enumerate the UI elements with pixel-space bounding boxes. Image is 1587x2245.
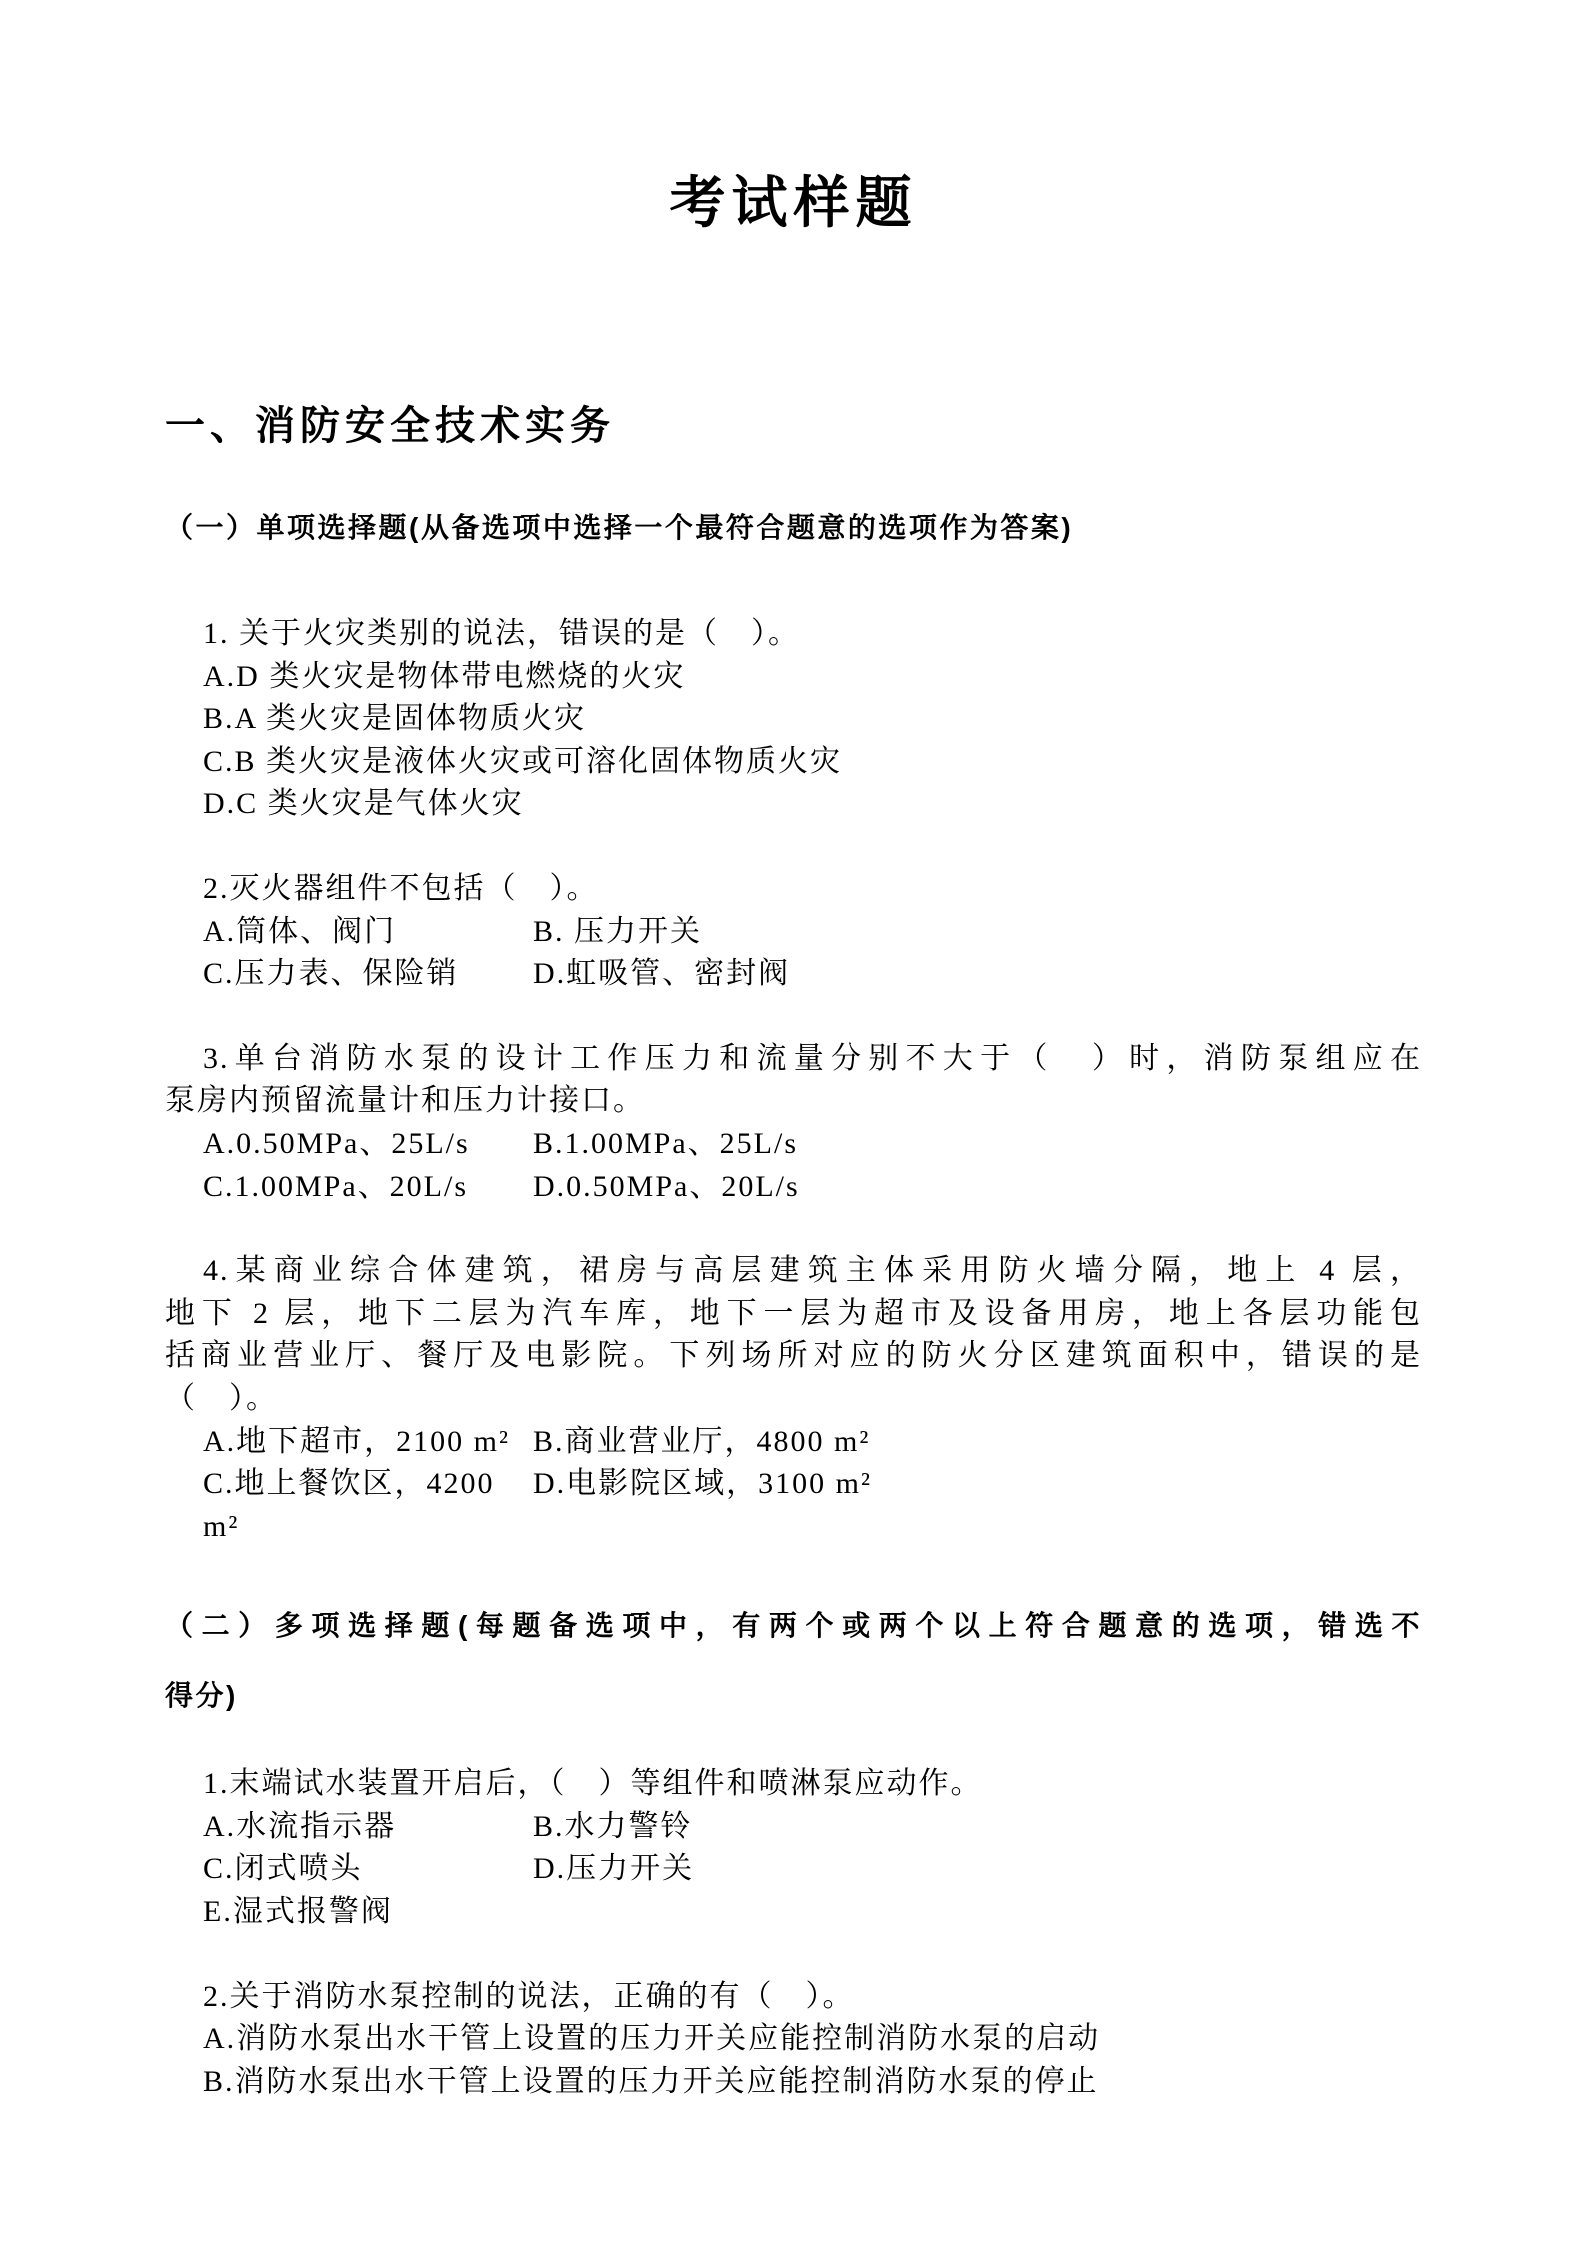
option-b: B.A 类火灾是固体物质火灾 [203, 702, 587, 736]
document-content [165, 172, 1422, 2103]
question-stem-line: 泵房内预留流量计和压力计接口。 [165, 1084, 645, 1118]
option-c: C.1.00MPa、20L/s [203, 1169, 469, 1203]
question-stem-line: 地下 2 层，地下二层为汽车库，地下一层为超市及设备用房，地上各层功能包 [165, 1296, 1422, 1330]
option-b: B.1.00MPa、25L/s [533, 1126, 799, 1160]
option-b: B. 压力开关 [533, 914, 703, 948]
option-b: B.商业营业厅，4800 m² [533, 1424, 871, 1458]
option-row [165, 911, 1422, 954]
single-choice-question-1 [165, 613, 1422, 826]
subsection1-heading [165, 507, 1422, 549]
option-b: B.消防水泵出水干管上设置的压力开关应能控制消防水泵的停止 [203, 2064, 1099, 2098]
option-c: C.压力表、保险销 [203, 957, 459, 991]
question-stem-line: （ ）。 [165, 1381, 278, 1415]
option-b: B.水力警铃 [533, 1809, 693, 1843]
question-stem [165, 868, 1422, 911]
question-stem-line: 1. 关于火灾类别的说法，错误的是（ ）。 [203, 617, 800, 650]
option-a: A.D 类火灾是物体带电燃烧的火灾 [203, 659, 686, 693]
option-a: A.地下超市，2100 m² [203, 1424, 510, 1458]
option-row [165, 1123, 1422, 1166]
option-row [165, 953, 1422, 996]
single-choice-question-4 [165, 1250, 1422, 1548]
question-stem-line: 2.关于消防水泵控制的说法，正确的有（ ）。 [203, 1979, 855, 2013]
multi-choice-question-1 [165, 1763, 1422, 1933]
subsection2-heading [165, 1605, 1422, 1717]
question-stem [165, 1250, 1422, 1420]
document-title: 考试样题 [669, 171, 918, 234]
option-c: C.B 类火灾是液体火灾或可溶化固体物质火灾 [203, 744, 843, 778]
option-d: D.0.50MPa、20L/s [533, 1169, 800, 1203]
option-row [165, 1806, 1422, 1849]
option-d: D.电影院区域，3100 m² [533, 1467, 872, 1501]
option-row [165, 1166, 1422, 1209]
option-d: D.压力开关 [533, 1852, 695, 1886]
subsection2-heading-line: 得分) [165, 1680, 238, 1712]
question-stem-line: 4.某商业综合体建筑，裙房与高层建筑主体采用防火墙分隔，地上 4 层， [203, 1254, 1422, 1288]
subsection1-heading-text: （一）单项选择题(从备选项中选择一个最符合题意的选项作为答案) [165, 512, 1074, 543]
option-a: A.筒体、阀门 [203, 914, 397, 948]
option-row [165, 1848, 1422, 1891]
subsection2-heading-line: （二）多项选择题(每题备选项中，有两个或两个以上符合题意的选项，错选不 [165, 1610, 1422, 1642]
option-a: A.0.50MPa、25L/s [203, 1126, 470, 1160]
question-stem-line: 2.灭火器组件不包括（ ）。 [203, 871, 599, 905]
question-stem-line: 1.末端试水装置开启后，（ ）等组件和喷淋泵应动作。 [203, 1767, 983, 1801]
multi-choice-question-2 [165, 1976, 1422, 2104]
option-row [165, 1891, 1422, 1934]
part1-heading: 一、消防安全技术实务 [165, 404, 615, 448]
option-c: C.闭式喷头 [203, 1852, 363, 1886]
single-choice-question-3 [165, 1038, 1422, 1208]
option-row [165, 1463, 1422, 1548]
question-stem [165, 1976, 1422, 2019]
option-empty [533, 1891, 1422, 1934]
option-e: E.湿式报警阀 [203, 1895, 393, 1929]
question-stem-line: 括商业营业厅、餐厅及电影院。下列场所对应的防火分区建筑面积中，错误的是 [165, 1339, 1422, 1373]
option-d: D.C 类火灾是气体火灾 [203, 787, 524, 821]
question-stem [165, 613, 1422, 656]
option-d: D.虹吸管、密封阀 [533, 957, 791, 991]
question-stem-line: 3.单台消防水泵的设计工作压力和流量分别不大于（ ）时，消防泵组应在 [203, 1041, 1422, 1075]
option-row [165, 1421, 1422, 1464]
question-stem [165, 1038, 1422, 1123]
single-choice-question-2 [165, 868, 1422, 996]
option-c: C.地上餐饮区，4200 m² [203, 1467, 495, 1543]
option-a: A.消防水泵出水干管上设置的压力开关应能控制消防水泵的启动 [203, 2022, 1101, 2056]
question-stem [165, 1763, 1422, 1806]
option-a: A.水流指示器 [203, 1809, 397, 1843]
